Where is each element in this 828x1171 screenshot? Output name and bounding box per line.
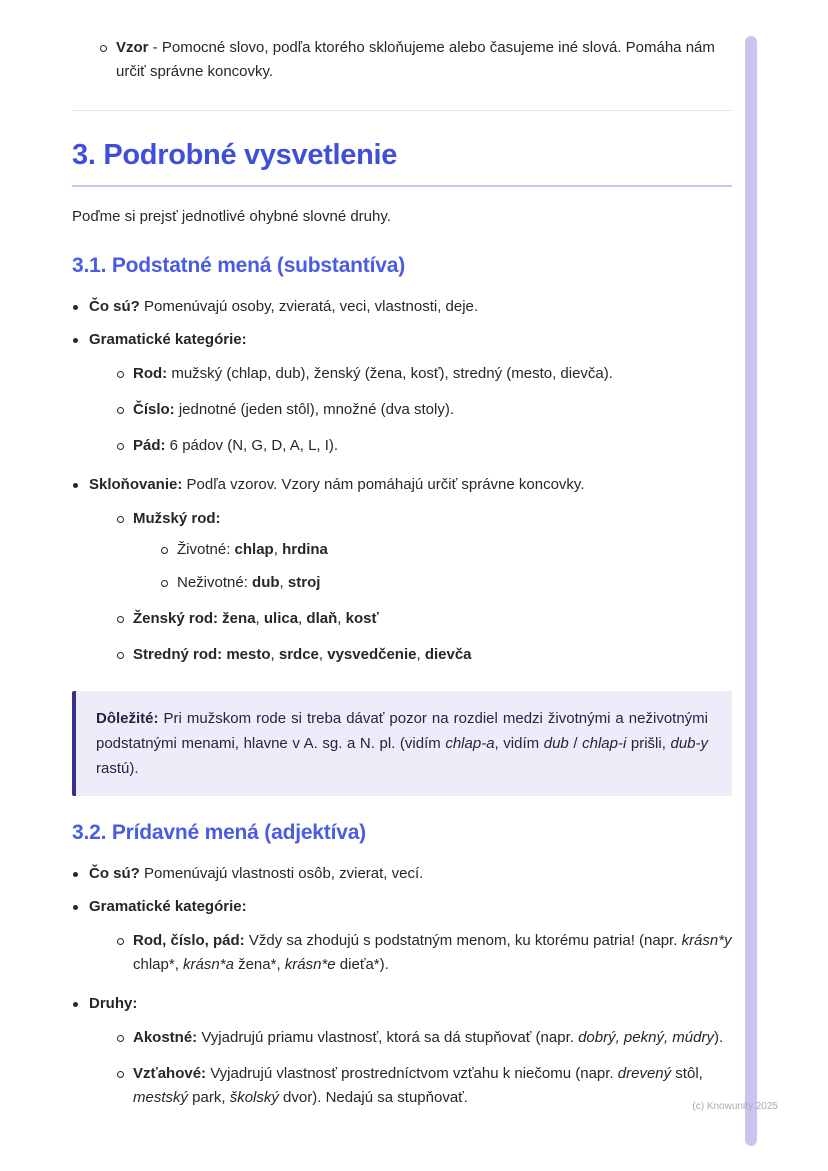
list-item xyxy=(117,643,732,667)
nested-list xyxy=(117,507,732,667)
nested-list xyxy=(117,929,732,977)
nested-list xyxy=(117,362,732,458)
list-item-text: Rod: mužský (chlap, dub), ženský (žena, kosť), stredný (mesto, dievča). xyxy=(133,365,613,382)
list-item-text: Neživotné: dub, stroj xyxy=(177,574,321,591)
bullet-circle-icon xyxy=(117,616,124,623)
list-item-text: Stredný rod: mesto, srdce, vysvedčenie, dievča xyxy=(133,646,472,663)
bullet-circle-icon xyxy=(117,443,124,450)
list-item-text: Rod, číslo, pád: Vždy sa zhodujú s podstatným menom, ku ktorému patria! (napr. krásn*y chlap*, krásn*a žena*, krásn*e dieťa*). xyxy=(133,932,732,973)
bullet-circle-icon xyxy=(117,1071,124,1078)
list-item xyxy=(72,895,732,983)
list-item-label: Gramatické kategórie: xyxy=(89,898,247,915)
list-item xyxy=(117,507,732,595)
list-item xyxy=(117,434,732,458)
adjectives-list xyxy=(72,862,732,1116)
list-item xyxy=(117,929,732,977)
list-item-label: Mužský rod: xyxy=(133,510,221,527)
list-item xyxy=(72,295,732,319)
list-item xyxy=(117,398,732,422)
bullet-dot-icon xyxy=(73,483,78,488)
list-item-text: Ženský rod: žena, ulica, dlaň, kosť xyxy=(133,610,379,627)
bullet-circle-icon xyxy=(100,45,107,52)
bullet-circle-icon xyxy=(117,938,124,945)
nested-list xyxy=(161,538,732,595)
bullet-circle-icon xyxy=(117,516,124,523)
list-item xyxy=(161,538,732,562)
subsection-heading-31: 3.1. Podstatné mená (substantíva) xyxy=(72,254,405,277)
list-item-text: Akostné: Vyjadrujú priamu vlastnosť, ktorá sa dá stupňovať (napr. dobrý, pekný, múdry). xyxy=(133,1029,724,1046)
list-item xyxy=(100,36,732,84)
bullet-dot-icon xyxy=(73,1002,78,1007)
list-item-text: Životné: chlap, hrdina xyxy=(177,541,328,558)
bullet-circle-icon xyxy=(161,547,168,554)
list-item-text: Pád: 6 pádov (N, G, D, A, L, I). xyxy=(133,437,339,454)
list-item xyxy=(117,362,732,386)
list-item xyxy=(72,862,732,886)
document-content xyxy=(72,0,732,1116)
list-item-text xyxy=(133,507,732,595)
bullet-dot-icon xyxy=(73,872,78,877)
list-item-text xyxy=(89,473,732,673)
intro-list xyxy=(100,36,732,84)
subsection-heading-32: 3.2. Prídavné mená (adjektíva) xyxy=(72,821,366,844)
list-item-text: Čo sú? Pomenúvajú vlastnosti osôb, zvierat, vecí. xyxy=(89,865,424,882)
list-item xyxy=(72,328,732,464)
list-item-text: Čo sú? Pomenúvajú osoby, zvieratá, veci, vlastnosti, deje. xyxy=(89,298,479,315)
list-item xyxy=(117,607,732,631)
section-divider xyxy=(72,110,732,111)
list-item-text xyxy=(89,895,732,983)
nouns-list xyxy=(72,295,732,673)
scrollbar-thumb[interactable] xyxy=(745,36,757,1146)
bullet-circle-icon xyxy=(117,652,124,659)
lead-paragraph: Poďme si prejsť jednotlivé ohybné slovné druhy. xyxy=(72,208,391,225)
list-item-text xyxy=(89,328,732,464)
bullet-dot-icon xyxy=(73,338,78,343)
list-item-text: Vzor - Pomocné slovo, podľa ktorého skloňujeme alebo časujeme iné slová. Pomáha nám určiť správne koncovky. xyxy=(116,39,715,80)
callout-text: Dôležité: Pri mužskom rode si treba dávať pozor na rozdiel medzi životnými a neživotnými podstatnými menami, hlavne v A. sg. a N. pl. (vidím chlap-a, vidím dub / chlap-i prišli, dub-y rastú). xyxy=(96,710,709,777)
bullet-circle-icon xyxy=(117,1035,124,1042)
bullet-circle-icon xyxy=(117,371,124,378)
bullet-dot-icon xyxy=(73,905,78,910)
list-item xyxy=(72,992,732,1116)
important-callout xyxy=(72,691,732,796)
list-item xyxy=(161,571,732,595)
list-item-text: Číslo: jednotné (jeden stôl), množné (dva stoly). xyxy=(133,401,454,418)
copyright-note: (c) Knowunity 2025 xyxy=(692,1101,778,1112)
list-item xyxy=(117,1062,732,1110)
nested-list xyxy=(117,1026,732,1110)
list-item xyxy=(117,1026,732,1050)
list-item-label: Gramatické kategórie: xyxy=(89,331,247,348)
list-item xyxy=(72,473,732,673)
bullet-dot-icon xyxy=(73,305,78,310)
bullet-circle-icon xyxy=(117,407,124,414)
list-item-text: Vzťahové: Vyjadrujú vlastnosť prostredníctvom vzťahu k niečomu (napr. drevený stôl, mestský park, školský dvor). Nedajú sa stupňovať. xyxy=(133,1065,703,1106)
list-item-label: Skloňovanie: Podľa vzorov. Vzory nám pomáhajú určiť správne koncovky. xyxy=(89,476,585,493)
section-heading: 3. Podrobné vysvetlenie xyxy=(72,137,732,187)
list-item-label: Druhy: xyxy=(89,995,138,1012)
bullet-circle-icon xyxy=(161,580,168,587)
list-item-text xyxy=(89,992,732,1116)
